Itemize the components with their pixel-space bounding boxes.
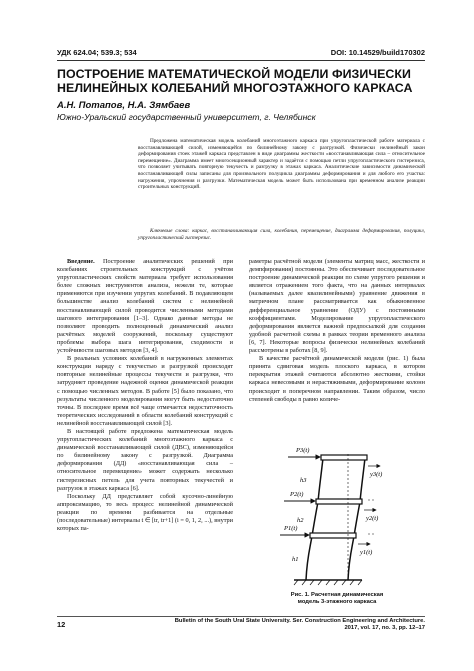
- frame-diagram: [276, 430, 396, 592]
- frame-model-figure: [276, 430, 396, 592]
- body-paragraph: В качестве расчётной динамической модели (рис. 1) была принята сдвиговая модель плоского каркаса, в котором перекрытия этажей считаются абсолютно жесткими, стойки каркаса невесомыми и нерастяжимыми, деформирование колонн происходит в поперечном направлении. Таким образом, число степеней свободы n равно количе-: [249, 355, 425, 403]
- body-column-left: [57, 258, 233, 533]
- udk-code: УДК 624.04; 539.3; 534: [57, 48, 137, 57]
- top-rule: [57, 60, 425, 61]
- figure-caption: Рис. 1. Расчетная динамическая модель 3-этажного каркаса: [290, 592, 384, 605]
- doi-code: DOI: 10.14529/build170302: [330, 48, 425, 57]
- floor-slab-2: [316, 499, 362, 504]
- body-paragraph: В реальных условиях колебаний в нагруженных элементах конструкции наряду с текучестью и разгрузкой происходят повторные нелинейные процессы текучести и разгрузки, что затрудняет проведение надежной оценки динамической реакции с помощью численных методов. В работе [5] было показано, что результаты численного моделирования могут быть недостаточно точны. В последнее время всё чаще отмечается недостаточность теоретических исследований в области колебаний конструкций с нелинейной восстанавливающей силой [3].: [57, 355, 233, 427]
- displacement-label-1: y1(t): [360, 549, 373, 556]
- section-lead: Введение.: [67, 258, 95, 265]
- floor-slab-3: [321, 455, 367, 460]
- right-column: [348, 458, 365, 580]
- ground-hatch: [294, 580, 362, 585]
- displacement-label-2: y2(t): [366, 515, 379, 522]
- height-label-2: h2: [297, 517, 304, 524]
- body-column-right: [249, 258, 425, 404]
- keywords: Ключевые слова: каркас, восстанавливающая сила, колебания, перемещение, диаграмма деформирования, полуцикл, упругопластический гистерезис.: [138, 228, 425, 241]
- load-label-2: P2(t): [290, 491, 304, 498]
- article-title: ПОСТРОЕНИЕ МАТЕМАТИЧЕСКОЙ МОДЕЛИ ФИЗИЧЕСКИ НЕЛИНЕЙНЫХ КОЛЕБАНИЙ МНОГОЭТАЖНОГО КАРКАСА: [57, 67, 413, 95]
- displacement-label-3: y3(t): [370, 471, 383, 478]
- abstract-paragraph: Предложена математическая модель колебаний многоэтажного каркаса при упругопластической работе материала с восстанавливающей силой, изменяющейся по билинейному закону с разгрузкой. Физически нелинейный закон деформирования стоек этажей каркаса представлен в виде диаграммы жесткости «восстанавливающая сила – относительное перемещение». Диаграмма имеет многосекционный характер и задаётся с помощью петли упругопластического гистерезиса, что позволяет учитывать повторную текучесть и разгрузку в этажах каркаса. Аналитические зависимости динамической восстанавливающей силы записаны для произвольного полуцикла диаграммы деформирования и для любого его участка: нагружения, упрочнения и разгрузки. Математическая модель может быть использована при временном анализе реакции строительных конструкций.: [138, 138, 425, 191]
- load-label-3: P3(t): [296, 447, 310, 454]
- floor-slab-1: [310, 533, 356, 538]
- bottom-rule: [57, 616, 425, 617]
- body-paragraph: Введение. Построение аналитических решений при колебаниях строительных конструкций с учётом упругопластических свойств материала требует использования более сложных инструментов анализа, нежели те, которые применяются при изучении упругих колебаний. В подавляющем большинстве анализ колебаний систем с нелинейной восстанавливающей силой проводится численными методами шагового интегрирования [1–3]. Однако данные методы не позволяют проводить полноценный динамический анализ расчётных моделей сооружений, поскольку существуют проблемы выбора шага интегрирования, сходимости и устойчивости шаговых методов [3, 4].: [57, 258, 233, 355]
- body-paragraph: Поскольку ДД представляет собой кусочно-линейную аппроксимацию, то весь процесс нелинейной динамической реакции по времени разбивается на отдельные (последовательные) интервалы t ∈ [tr, tr+1] (i = 0, 1, 2, ...), внутри которых па-: [57, 492, 233, 533]
- height-label-3: h3: [300, 477, 307, 484]
- article-authors: А.Н. Потапов, Н.А. Зямбаев: [57, 100, 191, 111]
- body-paragraph: раметры расчётной модели (элементы матриц масс, жесткости и демпфирования) постоянны. Это обеспечивает последовательное построение динамической реакции по схеме упругого решения и является отражением того факта, что на данных интервалах (называемых далее квазилинейными) уравнение движения в матричном плане рассматривается как обыкновенное дифференциальное уравнение (ОДУ) с постоянными коэффициентами. Моделирование упругопластического деформирования является важной предпосылкой для создания удобной расчетной схемы в рамках теории временного анализа [6, 7]. Некоторые вопросы физически нелинейных колебаний рассмотрены в работах [8, 9].: [249, 258, 425, 355]
- page-number: 12: [57, 620, 66, 629]
- load-label-1: P1(t): [284, 525, 298, 532]
- abstract: [138, 138, 425, 191]
- left-column: [306, 458, 323, 580]
- height-label-1: h1: [292, 556, 299, 563]
- journal-citation: Bulletin of the South Ural State University. Ser. Construction Engineering and Architecture. 2017, vol. 17, no. 3, pp. 12–17: [174, 618, 425, 631]
- body-paragraph: В настоящей работе предложена математическая модель упругопластических колебаний многоэтажного каркаса с динамической восстанавливающей силой (ДВС), изменяющейся по билинейному закону с разгрузкой. Диаграмма деформирования (ДД) «восстанавливающая сила – относительное перемещение» может содержать несколько гистерезисных петель для учета повторных текучестей и разгрузок в этажах каркаса [6].: [57, 427, 233, 492]
- author-affiliation: Южно-Уральский государственный университет, г. Челябинск: [57, 112, 316, 122]
